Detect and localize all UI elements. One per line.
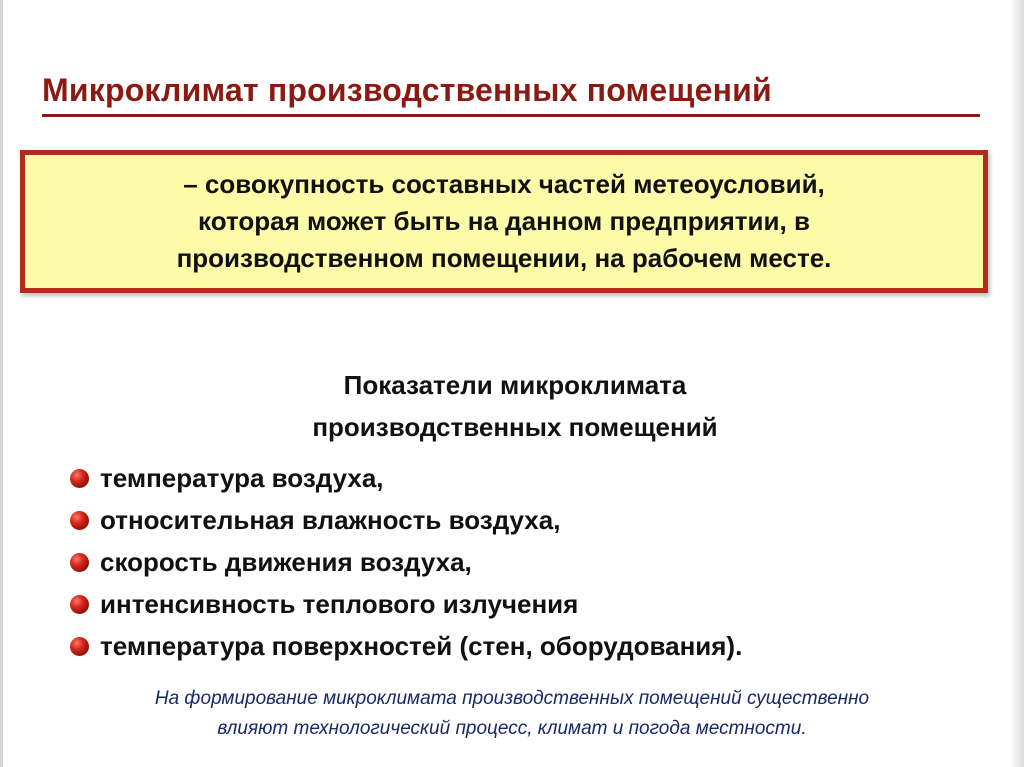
- definition-line: которая может быть на данном предприятии, в: [198, 206, 810, 236]
- list-item: [70, 457, 742, 499]
- title-underline: [42, 114, 980, 117]
- indicators-heading-line1: Показатели микроклимата: [343, 370, 687, 400]
- definition-box: [20, 150, 988, 293]
- list-item-text: интенсивность теплового излучения: [100, 588, 579, 619]
- footnote-line2: влияют технологический процесс, климат и погода местности.: [217, 718, 807, 739]
- slide-title: Микроклимат производственных помещений: [42, 72, 772, 108]
- list-item: [70, 625, 742, 667]
- list-item-text: относительная влажность воздуха,: [100, 504, 561, 535]
- footnote-line1: На формирование микроклимата производственных помещений существенно: [154, 688, 870, 709]
- indicators-list: [70, 457, 742, 667]
- red-sphere-bullet-icon: [70, 595, 89, 614]
- red-sphere-bullet-icon: [70, 469, 89, 488]
- red-sphere-bullet-icon: [70, 637, 89, 656]
- red-sphere-bullet-icon: [70, 553, 89, 572]
- list-item: [70, 499, 742, 541]
- list-item: [70, 583, 742, 625]
- list-item-text: температура поверхностей (стен, оборудования).: [100, 630, 743, 661]
- red-sphere-bullet-icon: [70, 511, 89, 530]
- slide-right-edge-shadow: [1010, 0, 1024, 767]
- definition-line: – совокупность составных частей метеоусловий,: [183, 169, 825, 199]
- list-item-text: температура воздуха,: [100, 462, 384, 493]
- list-item: [70, 541, 742, 583]
- slide-left-edge: [0, 0, 3, 767]
- definition-line: производственном помещении, на рабочем месте.: [176, 243, 832, 273]
- indicators-heading-line2: производственных помещений: [312, 412, 718, 442]
- footnote: [0, 684, 1024, 744]
- list-item-text: скорость движения воздуха,: [100, 546, 472, 577]
